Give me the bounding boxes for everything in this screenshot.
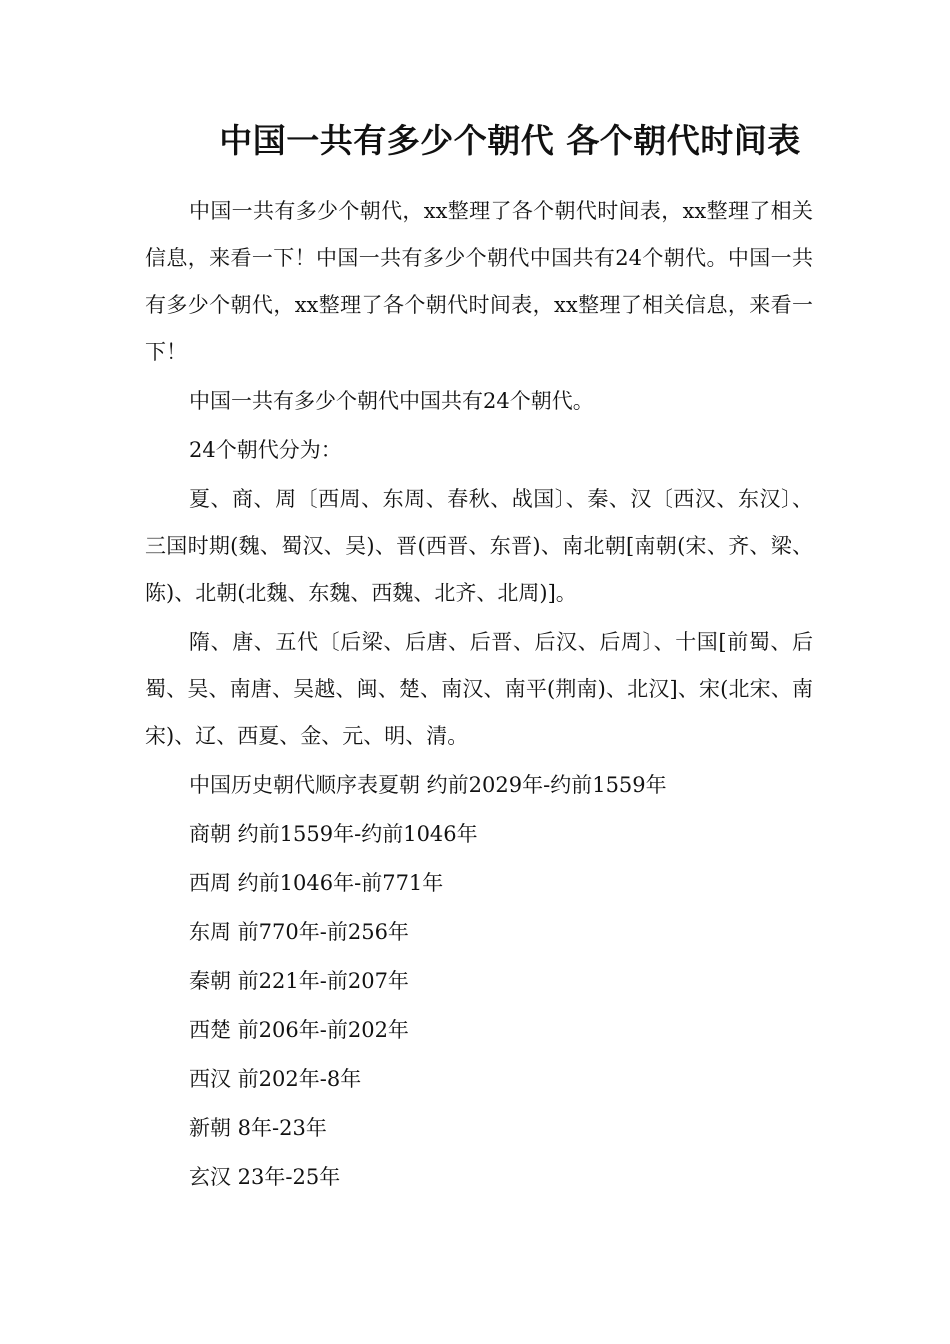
timeline-entry-western-zhou: 西周 约前1046年-前771年 <box>189 871 444 895</box>
timeline-entry-western-chu: 西楚 前206年-前202年 <box>189 1018 409 1042</box>
timeline-entry-shang: 商朝 约前1559年-约前1046年 <box>189 822 478 846</box>
intro-paragraph: 中国一共有多少个朝代，xx整理了各个朝代时间表，xx整理了相关信息，来看一下！中国一共有多少个朝代中国共有24个朝代。中国一共有多少个朝代，xx整理了各个朝代时间表，xx整理了相关信息，来看一下！ <box>145 199 813 364</box>
timeline-entry-qin: 秦朝 前221年-前207年 <box>189 969 409 993</box>
timeline-entry-western-han: 西汉 前202年-8年 <box>189 1067 362 1091</box>
timeline-entry-xuan-han: 玄汉 23年-25年 <box>189 1165 341 1189</box>
dynasty-list-paragraph-1: 夏、商、周〔西周、东周、春秋、战国〕、秦、汉〔西汉、东汉〕、三国时期(魏、蜀汉、吴)、晋(西晋、东晋)、南北朝[南朝(宋、齐、梁、陈)、北朝(北魏、东魏、西魏、北齐、北周)]。 <box>145 487 813 605</box>
document-body <box>145 188 813 1203</box>
dynasty-division-heading: 24个朝代分为： <box>189 438 342 462</box>
timeline-entry-xia: 中国历史朝代顺序表夏朝 约前2029年-约前1559年 <box>189 773 667 797</box>
dynasty-list-paragraph-2: 隋、唐、五代〔后梁、后唐、后晋、后汉、后周〕、十国[前蜀、后蜀、吴、南唐、吴越、闽、楚、南汉、南平(荆南)、北汉]、宋(北宋、南宋)、辽、西夏、金、元、明、清。 <box>145 630 813 748</box>
timeline-entry-eastern-zhou: 东周 前770年-前256年 <box>189 920 409 944</box>
document-title: 中国一共有多少个朝代 各个朝代时间表 <box>219 121 801 160</box>
timeline-entry-xin: 新朝 8年-23年 <box>189 1116 327 1140</box>
dynasty-count-paragraph: 中国一共有多少个朝代中国共有24个朝代。 <box>189 389 594 413</box>
